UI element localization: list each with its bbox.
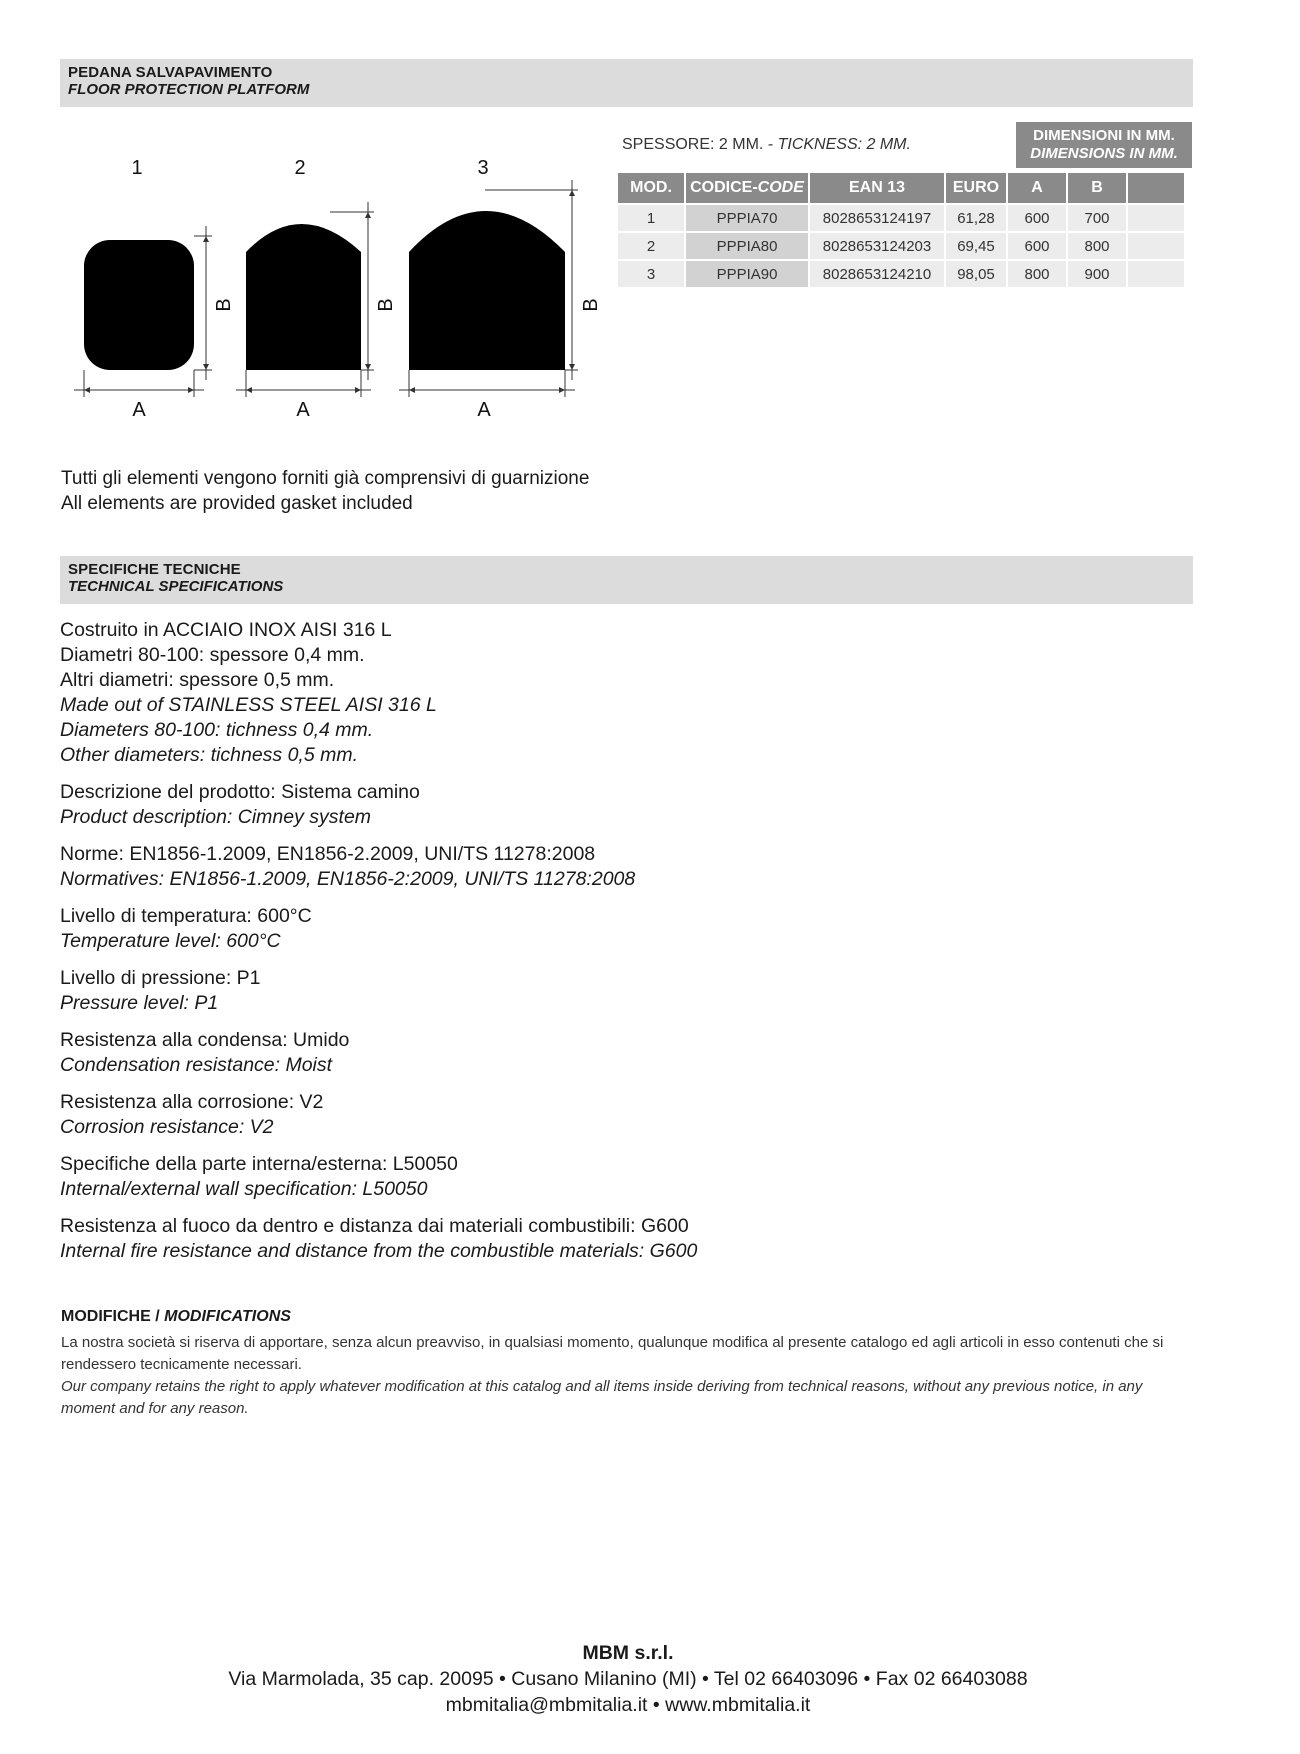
footer-address: Via Marmolada, 35 cap. 20095 • Cusano Milanino (MI) • Tel 02 66403096 • Fax 02 66403088 [228, 1668, 1028, 1690]
cell-a: 600 [1008, 205, 1066, 231]
shape-2 [246, 224, 361, 370]
spec-line: Internal fire resistance and distance from the combustible materials: G600 [60, 1240, 698, 1262]
cell-euro: 61,28 [946, 205, 1006, 231]
shape-2-dim-b: B [375, 298, 397, 312]
spec-fire [60, 1214, 1180, 1264]
cell-mod: 3 [618, 261, 684, 287]
spec-line: Resistenza alla condensa: Umido [60, 1029, 350, 1051]
shape-2-number: 2 [294, 157, 306, 179]
section-title-it: PEDANA SALVAPAVIMENTO [68, 64, 273, 81]
table-row [618, 205, 1184, 231]
footer [0, 1640, 1256, 1718]
dimensions-header [1016, 122, 1192, 168]
header-empty [1128, 173, 1184, 203]
header-code-en: CODE [757, 179, 804, 196]
product-table [616, 171, 1186, 289]
thickness-en: TICKNESS: 2 MM. [777, 136, 911, 153]
shape-3-dim-a: A [477, 399, 491, 421]
spec-line: Diametri 80-100: spessore 0,4 mm. [60, 644, 365, 666]
shape-1-dim-b: B [213, 298, 235, 312]
spec-wall [60, 1152, 1180, 1202]
spec-line: Corrosion resistance: V2 [60, 1116, 274, 1138]
platform-shapes-diagram [60, 140, 620, 440]
spec-line: Livello di pressione: P1 [60, 967, 261, 989]
header-mod: MOD. [618, 173, 684, 203]
shape-1-number: 1 [131, 157, 143, 179]
modifications-text-en: Our company retains the right to apply whatever modification at this catalog and all items inside deriving from technical reasons, without any previous notice, in any moment and for any reason. [61, 1378, 1143, 1417]
spec-line: Costruito in ACCIAIO INOX AISI 316 L [60, 619, 392, 641]
spec-line: Descrizione del prodotto: Sistema camino [60, 781, 420, 803]
section-title-en: TECHNICAL SPECIFICATIONS [68, 578, 284, 595]
cell-mod: 1 [618, 205, 684, 231]
table-row [618, 261, 1184, 287]
thickness-note [622, 136, 911, 154]
modifications-title-it: MODIFICHE / [61, 1308, 165, 1325]
table-row [618, 233, 1184, 259]
spec-line: Resistenza al fuoco da dentro e distanza dai materiali combustibili: G600 [60, 1215, 689, 1237]
modifications-notice [61, 1308, 1181, 1420]
table-header-row [618, 173, 1184, 203]
header-a: A [1008, 173, 1066, 203]
spec-line: Condensation resistance: Moist [60, 1054, 333, 1076]
cell-b: 700 [1068, 205, 1126, 231]
gasket-note [61, 466, 589, 516]
spec-line: Diameters 80-100: tichness 0,4 mm. [60, 719, 374, 741]
spec-line: Normatives: EN1856-1.2009, EN1856-2:2009, UNI/TS 11278:2008 [60, 868, 636, 890]
header-euro: EURO [946, 173, 1006, 203]
modifications-title [61, 1308, 1181, 1326]
spec-material [60, 618, 1180, 768]
cell-a: 600 [1008, 233, 1066, 259]
cell-euro: 98,05 [946, 261, 1006, 287]
cell-a: 800 [1008, 261, 1066, 287]
spec-norms [60, 842, 1180, 892]
gasket-note-it: Tutti gli elementi vengono forniti già comprensivi di guarnizione [61, 468, 590, 489]
footer-contacts: mbmitalia@mbmitalia.it • www.mbmitalia.it [445, 1694, 811, 1716]
spec-pressure [60, 966, 1180, 1016]
header-ean: EAN 13 [810, 173, 944, 203]
section-header-floor-platform [60, 59, 1193, 107]
thickness-it: SPESSORE: 2 MM. - [622, 136, 778, 153]
spec-description [60, 780, 1180, 830]
spec-line: Norme: EN1856-1.2009, EN1856-2.2009, UNI/TS 11278:2008 [60, 843, 596, 865]
cell-empty [1128, 205, 1184, 231]
spec-line: Product description: Cimney system [60, 806, 372, 828]
spec-condensation [60, 1028, 1180, 1078]
cell-empty [1128, 233, 1184, 259]
cell-empty [1128, 261, 1184, 287]
modifications-title-en: MODIFICATIONS [164, 1308, 291, 1325]
footer-company: MBM s.r.l. [582, 1642, 674, 1664]
shape-1-dim-a: A [132, 399, 146, 421]
shape-1 [84, 240, 194, 370]
header-code [686, 173, 808, 203]
spec-corrosion [60, 1090, 1180, 1140]
modifications-text-it: La nostra società si riserva di apportare, senza alcun preavviso, in qualsiasi momento, qualunque modifica al presente catalogo ed agli articoli in esso contenuti che si rendessero tecnicamente necessari. [61, 1334, 1164, 1373]
spec-temperature [60, 904, 1180, 954]
cell-b: 900 [1068, 261, 1126, 287]
section-title-en: FLOOR PROTECTION PLATFORM [68, 81, 310, 98]
spec-line: Altri diametri: spessore 0,5 mm. [60, 669, 335, 691]
technical-specifications [60, 618, 1180, 1276]
header-code-it: CODICE- [690, 179, 758, 196]
shape-3-dim-b: B [580, 298, 602, 312]
cell-code: PPPIA70 [686, 205, 808, 231]
section-title-it: SPECIFICHE TECNICHE [68, 561, 241, 578]
cell-code: PPPIA80 [686, 233, 808, 259]
spec-line: Livello di temperatura: 600°C [60, 905, 312, 927]
shape-3 [409, 211, 565, 370]
cell-code: PPPIA90 [686, 261, 808, 287]
spec-line: Resistenza alla corrosione: V2 [60, 1091, 324, 1113]
spec-line: Made out of STAINLESS STEEL AISI 316 L [60, 694, 437, 716]
spec-line: Temperature level: 600°C [60, 930, 281, 952]
shape-2-dim-a: A [296, 399, 310, 421]
shape-3-number: 3 [477, 157, 489, 179]
header-b: B [1068, 173, 1126, 203]
spec-line: Internal/external wall specification: L50050 [60, 1178, 428, 1200]
cell-mod: 2 [618, 233, 684, 259]
spec-line: Other diameters: tichness 0,5 mm. [60, 744, 359, 766]
cell-ean: 8028653124197 [810, 205, 944, 231]
cell-euro: 69,45 [946, 233, 1006, 259]
cell-ean: 8028653124203 [810, 233, 944, 259]
spec-line: Specifiche della parte interna/esterna: L50050 [60, 1153, 458, 1175]
gasket-note-en: All elements are provided gasket included [61, 493, 413, 514]
spec-line: Pressure level: P1 [60, 992, 219, 1014]
dimensions-header-en: DIMENSIONS IN MM. [1030, 145, 1178, 162]
cell-ean: 8028653124210 [810, 261, 944, 287]
section-header-tech-specs [60, 556, 1193, 604]
cell-b: 800 [1068, 233, 1126, 259]
dimensions-header-it: DIMENSIONI IN MM. [1033, 127, 1175, 144]
